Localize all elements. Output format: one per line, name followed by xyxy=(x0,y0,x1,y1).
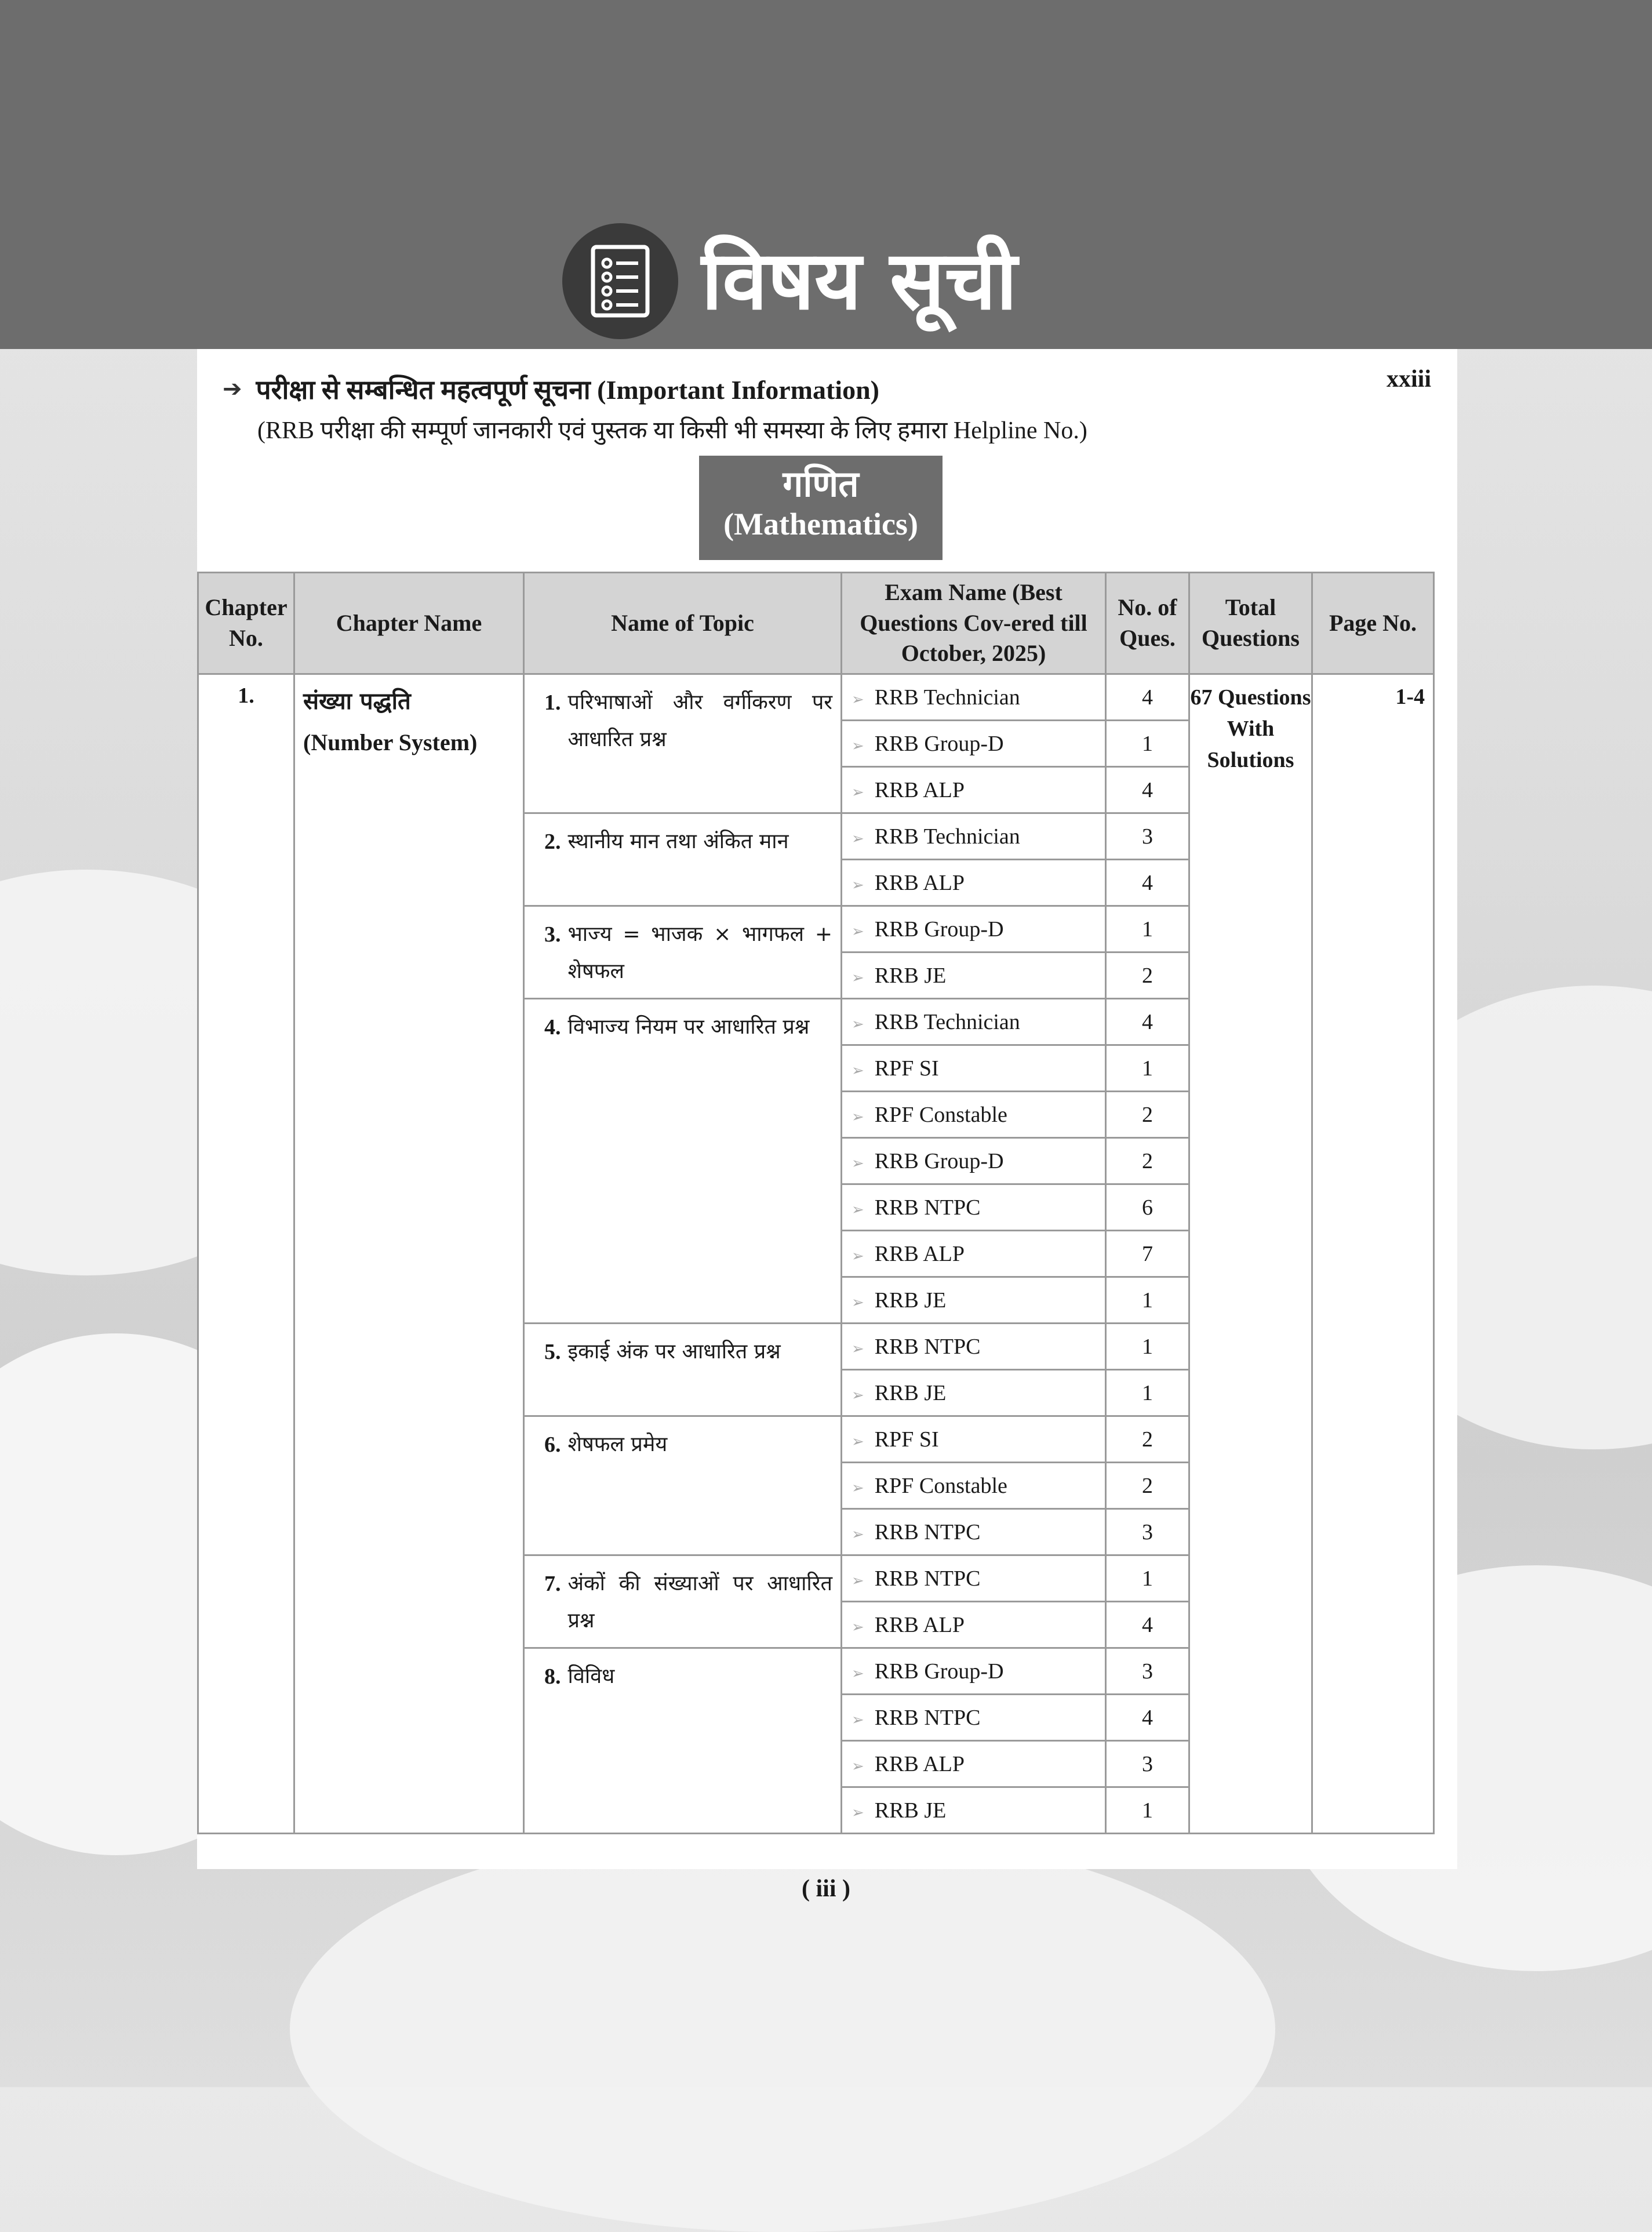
important-info-subtext: (RRB परीक्षा की सम्पूर्ण जानकारी एवं पुस्तक या किसी भी समस्या के लिए हमारा Helpline No.) xyxy=(257,417,1087,444)
subject-heading xyxy=(699,456,943,560)
exam-name-cell xyxy=(842,1092,1106,1138)
ques-count: 4 xyxy=(1106,1695,1189,1741)
arrow-bullet-icon: ➢ xyxy=(852,1804,864,1822)
exam-name: RRB Technician xyxy=(874,685,1020,710)
exam-name: RRB NTPC xyxy=(874,1566,981,1591)
exam-name: RRB Group-D xyxy=(874,1148,1004,1173)
header-page-no: Page No. xyxy=(1312,573,1434,674)
arrow-bullet-icon: ➢ xyxy=(852,1572,864,1590)
header-topic: Name of Topic xyxy=(524,573,842,674)
exam-name: RRB ALP xyxy=(874,1612,965,1637)
title-text: विषय सूची xyxy=(701,234,1017,328)
arrow-bullet-icon: ➢ xyxy=(852,690,864,708)
topic-cell xyxy=(524,674,842,813)
arrow-right-icon: ➔ xyxy=(223,376,242,402)
exam-name: RPF SI xyxy=(874,1427,939,1452)
chapter-no: 1. xyxy=(198,674,294,1834)
topic-name: स्थानीय मान तथा अंकित मान xyxy=(567,830,789,853)
exam-name: RRB ALP xyxy=(874,1751,965,1776)
exam-name: RPF SI xyxy=(874,1056,939,1081)
exam-name-cell xyxy=(842,721,1106,767)
arrow-bullet-icon: ➢ xyxy=(852,1618,864,1636)
page-number: ( iii ) xyxy=(802,1875,850,1902)
exam-name: RRB Technician xyxy=(874,824,1020,849)
arrow-bullet-icon: ➢ xyxy=(852,1293,864,1311)
ques-count: 1 xyxy=(1106,1787,1189,1834)
topic-number: 1. xyxy=(544,690,561,715)
exam-name-cell xyxy=(842,860,1106,906)
exam-name: RRB JE xyxy=(874,1798,947,1823)
topic-name: अंकों की संख्याओं पर आधारित प्रश्न xyxy=(567,1572,832,1633)
exam-name: RPF Constable xyxy=(874,1473,1007,1498)
ques-count: 7 xyxy=(1106,1231,1189,1277)
topic-cell xyxy=(524,1416,842,1555)
arrow-bullet-icon: ➢ xyxy=(852,1062,864,1079)
page-no[interactable]: 1-4 xyxy=(1312,674,1434,1834)
topic-cell xyxy=(524,813,842,906)
arrow-bullet-icon: ➢ xyxy=(852,737,864,755)
exam-name-cell xyxy=(842,953,1106,999)
topic-number: 3. xyxy=(544,922,561,947)
ques-count: 4 xyxy=(1106,860,1189,906)
exam-name-cell xyxy=(842,1509,1106,1555)
exam-name-cell xyxy=(842,1602,1106,1648)
ques-count: 3 xyxy=(1106,1509,1189,1555)
exam-name: RRB Group-D xyxy=(874,731,1004,756)
important-info-text: परीक्षा से सम्बन्धित महत्वपूर्ण सूचना (Important Information) xyxy=(256,375,879,405)
ques-count: 3 xyxy=(1106,1741,1189,1787)
exam-name: RRB JE xyxy=(874,1380,947,1405)
exam-name-cell xyxy=(842,1138,1106,1184)
topic-number: 4. xyxy=(544,1015,561,1039)
topic-name: विविध xyxy=(567,1664,615,1688)
arrow-bullet-icon: ➢ xyxy=(852,1433,864,1451)
exam-name-cell xyxy=(842,1184,1106,1231)
arrow-bullet-icon: ➢ xyxy=(852,1201,864,1219)
topic-name: शेषफल प्रमेय xyxy=(567,1433,668,1456)
ques-count: 2 xyxy=(1106,1138,1189,1184)
ques-count: 1 xyxy=(1106,906,1189,953)
chapter-name-english: (Number System) xyxy=(303,729,478,755)
ques-count: 2 xyxy=(1106,1463,1189,1509)
topic-number: 8. xyxy=(544,1664,561,1689)
ques-count: 1 xyxy=(1106,1370,1189,1416)
exam-name: RRB ALP xyxy=(874,870,965,895)
table-header-row xyxy=(198,573,1434,674)
topic-name: इकाई अंक पर आधारित प्रश्न xyxy=(567,1340,781,1364)
important-info-link[interactable] xyxy=(223,371,879,407)
ques-count: 1 xyxy=(1106,1324,1189,1370)
ques-count: 4 xyxy=(1106,999,1189,1045)
topic-name: परिभाषाओं और वर्गीकरण पर आधारित प्रश्न xyxy=(567,690,832,751)
ques-count: 4 xyxy=(1106,674,1189,721)
topic-item[interactable] xyxy=(544,1426,832,1463)
exam-name-cell xyxy=(842,999,1106,1045)
exam-name: RRB JE xyxy=(874,963,947,988)
ques-count: 3 xyxy=(1106,1648,1189,1695)
exam-name-cell xyxy=(842,813,1106,860)
arrow-bullet-icon: ➢ xyxy=(852,1525,864,1543)
arrow-bullet-icon: ➢ xyxy=(852,1154,864,1172)
topic-cell xyxy=(524,1555,842,1648)
exam-name-cell xyxy=(842,1324,1106,1370)
exam-name: RRB JE xyxy=(874,1288,947,1313)
info-page-ref: xxiii xyxy=(1387,366,1432,392)
exam-name-cell xyxy=(842,906,1106,953)
header-chapter-no: Chapter No. xyxy=(198,573,294,674)
arrow-bullet-icon: ➢ xyxy=(852,1108,864,1126)
header-total-questions: Total Questions xyxy=(1189,573,1312,674)
exam-name-cell xyxy=(842,1416,1106,1463)
exam-name-cell xyxy=(842,1231,1106,1277)
exam-name-cell xyxy=(842,1370,1106,1416)
topic-item[interactable] xyxy=(544,1565,832,1640)
ques-count: 2 xyxy=(1106,1092,1189,1138)
ques-count: 2 xyxy=(1106,1416,1189,1463)
exam-name-cell xyxy=(842,1787,1106,1834)
arrow-bullet-icon: ➢ xyxy=(852,830,864,848)
exam-name-cell xyxy=(842,674,1106,721)
header-no-of-ques: No. of Ques. xyxy=(1106,573,1189,674)
header-exam-name: Exam Name (Best Questions Cov-ered till October, 2025) xyxy=(842,573,1106,674)
arrow-bullet-icon: ➢ xyxy=(852,1757,864,1775)
chapter-name[interactable] xyxy=(294,674,524,1834)
exam-name: RPF Constable xyxy=(874,1102,1007,1127)
exam-name: RRB NTPC xyxy=(874,1334,981,1359)
exam-name-cell xyxy=(842,1741,1106,1787)
topic-item[interactable] xyxy=(544,1658,832,1695)
ques-count: 1 xyxy=(1106,721,1189,767)
topic-number: 7. xyxy=(544,1572,561,1596)
arrow-bullet-icon: ➢ xyxy=(852,1711,864,1729)
ques-count: 4 xyxy=(1106,767,1189,813)
topic-name: विभाज्य नियम पर आधारित प्रश्न xyxy=(567,1015,810,1039)
topic-number: 6. xyxy=(544,1433,561,1457)
topic-item[interactable] xyxy=(544,1009,832,1046)
subject-english: (Mathematics) xyxy=(723,507,918,542)
exam-name-cell xyxy=(842,1555,1106,1602)
topic-item[interactable] xyxy=(544,823,832,860)
topic-name: भाज्य = भाजक × भागफल + शेषफल xyxy=(567,922,832,983)
topic-item[interactable] xyxy=(544,1333,832,1371)
exam-name: RRB Technician xyxy=(874,1009,1020,1034)
topic-item[interactable] xyxy=(544,684,832,758)
ques-count: 3 xyxy=(1106,813,1189,860)
arrow-bullet-icon: ➢ xyxy=(852,969,864,987)
exam-name: RRB Group-D xyxy=(874,1659,1004,1684)
exam-name-cell xyxy=(842,1045,1106,1092)
exam-name: RRB NTPC xyxy=(874,1519,981,1544)
total-questions: 67 Questions With Solutions xyxy=(1189,674,1312,1834)
header-chapter-name: Chapter Name xyxy=(294,573,524,674)
exam-name: RRB NTPC xyxy=(874,1195,981,1220)
ques-count: 1 xyxy=(1106,1277,1189,1324)
arrow-bullet-icon: ➢ xyxy=(852,876,864,894)
exam-name: RRB ALP xyxy=(874,777,965,802)
ques-count: 4 xyxy=(1106,1602,1189,1648)
exam-name-cell xyxy=(842,1695,1106,1741)
subject-hindi: गणित xyxy=(783,463,859,505)
exam-name: RRB ALP xyxy=(874,1241,965,1266)
topic-cell xyxy=(524,1324,842,1416)
page-title xyxy=(562,223,1017,339)
arrow-bullet-icon: ➢ xyxy=(852,1479,864,1497)
arrow-bullet-icon: ➢ xyxy=(852,1340,864,1358)
ques-count: 1 xyxy=(1106,1045,1189,1092)
topic-cell xyxy=(524,1648,842,1834)
arrow-bullet-icon: ➢ xyxy=(852,1015,864,1033)
topic-number: 2. xyxy=(544,830,561,854)
chapter-name-hindi: संख्या पद्धति xyxy=(303,688,411,715)
arrow-bullet-icon: ➢ xyxy=(852,1247,864,1265)
arrow-bullet-icon: ➢ xyxy=(852,1664,864,1682)
exam-name-cell xyxy=(842,767,1106,813)
topic-number: 5. xyxy=(544,1340,561,1364)
exam-name-cell xyxy=(842,1463,1106,1509)
exam-name-cell xyxy=(842,1648,1106,1695)
ques-count: 6 xyxy=(1106,1184,1189,1231)
arrow-bullet-icon: ➢ xyxy=(852,1386,864,1404)
topic-cell xyxy=(524,999,842,1324)
topic-cell xyxy=(524,906,842,999)
exam-name: RRB NTPC xyxy=(874,1705,981,1730)
arrow-bullet-icon: ➢ xyxy=(852,922,864,940)
exam-name: RRB Group-D xyxy=(874,917,1004,941)
ques-count: 1 xyxy=(1106,1555,1189,1602)
exam-name-cell xyxy=(842,1277,1106,1324)
topic-item[interactable] xyxy=(544,916,832,990)
ques-count: 2 xyxy=(1106,953,1189,999)
table-row xyxy=(198,674,1434,721)
arrow-bullet-icon: ➢ xyxy=(852,783,864,801)
contents-table xyxy=(197,572,1435,1834)
checklist-icon xyxy=(562,223,678,339)
